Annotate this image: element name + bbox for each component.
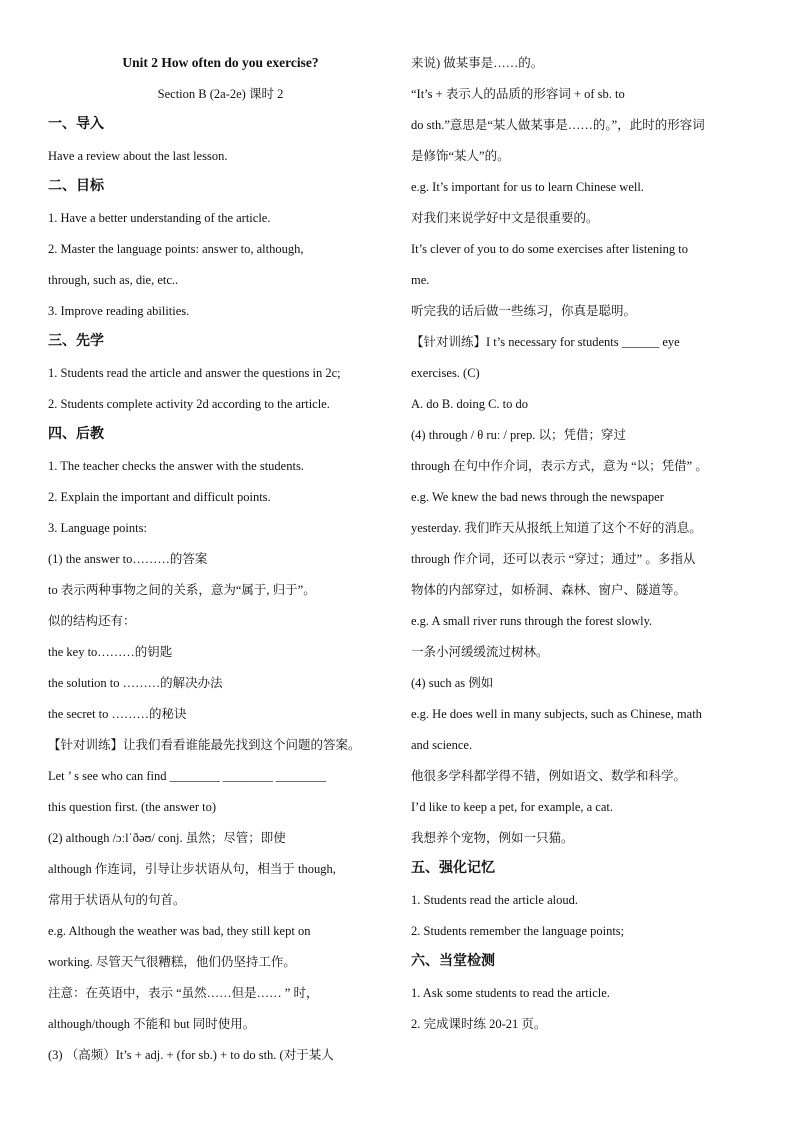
text-line: do sth.”意思是“某人做某事是……的。”，此时的形容词	[411, 118, 705, 132]
text-line: exercises. (C)	[411, 366, 480, 380]
text-line: e.g. Although the weather was bad, they still kept on	[48, 924, 311, 938]
text-line: the key to………的钥匙	[48, 645, 173, 659]
text-line: 1. Ask some students to read the article.	[411, 986, 610, 1000]
text-line: 2. Master the language points: answer to, although,	[48, 242, 304, 256]
text-line: 来说) 做某事是……的。	[411, 56, 544, 70]
text-line: through, such as, die, etc..	[48, 273, 179, 287]
section-heading: 三、先学	[48, 334, 104, 349]
text-line: through 作介词，还可以表示 “穿过；通过” 。多指从	[411, 552, 696, 566]
text-line: e.g. A small river runs through the forest slowly.	[411, 614, 653, 628]
text-line: e.g. We knew the bad news through the newspaper	[411, 490, 664, 504]
text-line: the solution to ………的解决办法	[48, 676, 223, 690]
right-column	[411, 52, 756, 1044]
text-line: “It’s + 表示人的品质的形容词 + of sb. to	[411, 87, 625, 101]
text-line: 常用于状语从句的句首。	[48, 893, 186, 907]
document-title: Unit 2 How often do you exercise?	[122, 55, 319, 70]
text-line: 我想养个宠物，例如一只猫。	[411, 831, 574, 845]
text-line: A. do B. doing C. to do	[411, 397, 529, 411]
text-line: 听完我的话后做一些练习，你真是聪明。	[411, 304, 637, 318]
section-heading: 六、当堂检测	[411, 954, 495, 969]
text-line: through 在句中作介词，表示方式，意为 “以；凭借” 。	[411, 459, 708, 473]
text-line: (3) （高频）It’s + adj. + (for sb.) + to do sth. (对于某人	[48, 1048, 334, 1062]
text-line: although 作连词，引导让步状语从句，相当于 though,	[48, 862, 336, 876]
text-line: 一条小河缓缓流过树林。	[411, 645, 549, 659]
text-line: and science.	[411, 738, 473, 752]
text-line: 似的结构还有：	[48, 614, 136, 628]
text-line: 1. Students read the article aloud.	[411, 893, 578, 907]
text-line: 他很多学科都学得不错，例如语文、数学和科学。	[411, 769, 687, 783]
text-line: 2. Explain the important and difficult points.	[48, 490, 271, 504]
text-line: me.	[411, 273, 430, 287]
section-heading: 一、导入	[48, 117, 104, 132]
text-line: to 表示两种事物之间的关系，意为“属于, 归于”。	[48, 583, 316, 597]
text-line: (4) through / θ ruː / prep. 以；凭借；穿过	[411, 428, 626, 442]
text-line: this question first. (the answer to)	[48, 800, 217, 814]
text-line: 【针对训练】I t’s necessary for students ______ eye	[411, 335, 680, 349]
section-heading: 四、后教	[48, 427, 104, 442]
text-line: 3. Improve reading abilities.	[48, 304, 190, 318]
text-line: 2. Students complete activity 2d according to the article.	[48, 397, 330, 411]
left-column	[48, 52, 393, 1075]
text-line: 是修饰“某人”的。	[411, 149, 510, 163]
text-line: Have a review about the last lesson.	[48, 149, 228, 163]
text-line: (4) such as 例如	[411, 676, 494, 690]
text-line: 对我们来说学好中文是很重要的。	[411, 211, 599, 225]
text-line: e.g. It’s important for us to learn Chinese well.	[411, 180, 644, 194]
text-line: 【针对训练】让我们看看谁能最先找到这个问题的答案。	[48, 738, 361, 752]
text-line: e.g. He does well in many subjects, such as Chinese, math	[411, 707, 702, 721]
section-heading: 五、强化记忆	[411, 861, 495, 876]
text-line: 1. The teacher checks the answer with the students.	[48, 459, 304, 473]
text-line: 注意：在英语中，表示 “虽然……但是…… ” 时，	[48, 986, 319, 1000]
text-line: working. 尽管天气很糟糕，他们仍坚持工作。	[48, 955, 296, 969]
text-line: 1. Students read the article and answer the questions in 2c;	[48, 366, 341, 380]
text-line: 2. Students remember the language points;	[411, 924, 625, 938]
text-line: although/though 不能和 but 同时使用。	[48, 1017, 256, 1031]
text-line: Let ’ s see who can find ________ ________ ________	[48, 769, 326, 783]
text-line: 物体的内部穿过，如桥洞、森林、窗户、隧道等。	[411, 583, 687, 597]
text-line: It’s clever of you to do some exercises after listening to	[411, 242, 689, 256]
text-line: the secret to ………的秘诀	[48, 707, 187, 721]
text-line: 1. Have a better understanding of the article.	[48, 211, 271, 225]
text-line: (1) the answer to………的答案	[48, 552, 208, 566]
text-line: Section B (2a-2e) 课时 2	[157, 87, 284, 101]
section-heading: 二、目标	[48, 179, 104, 194]
text-line: I’d like to keep a pet, for example, a cat.	[411, 800, 613, 814]
text-line: (2) although /ɔːlˈðəʊ/ conj. 虽然；尽管；即使	[48, 831, 286, 845]
text-line: 3. Language points:	[48, 521, 147, 535]
text-line: yesterday. 我们昨天从报纸上知道了这个不好的消息。	[411, 521, 702, 535]
text-line: 2. 完成课时练 20-21 页。	[411, 1017, 547, 1031]
